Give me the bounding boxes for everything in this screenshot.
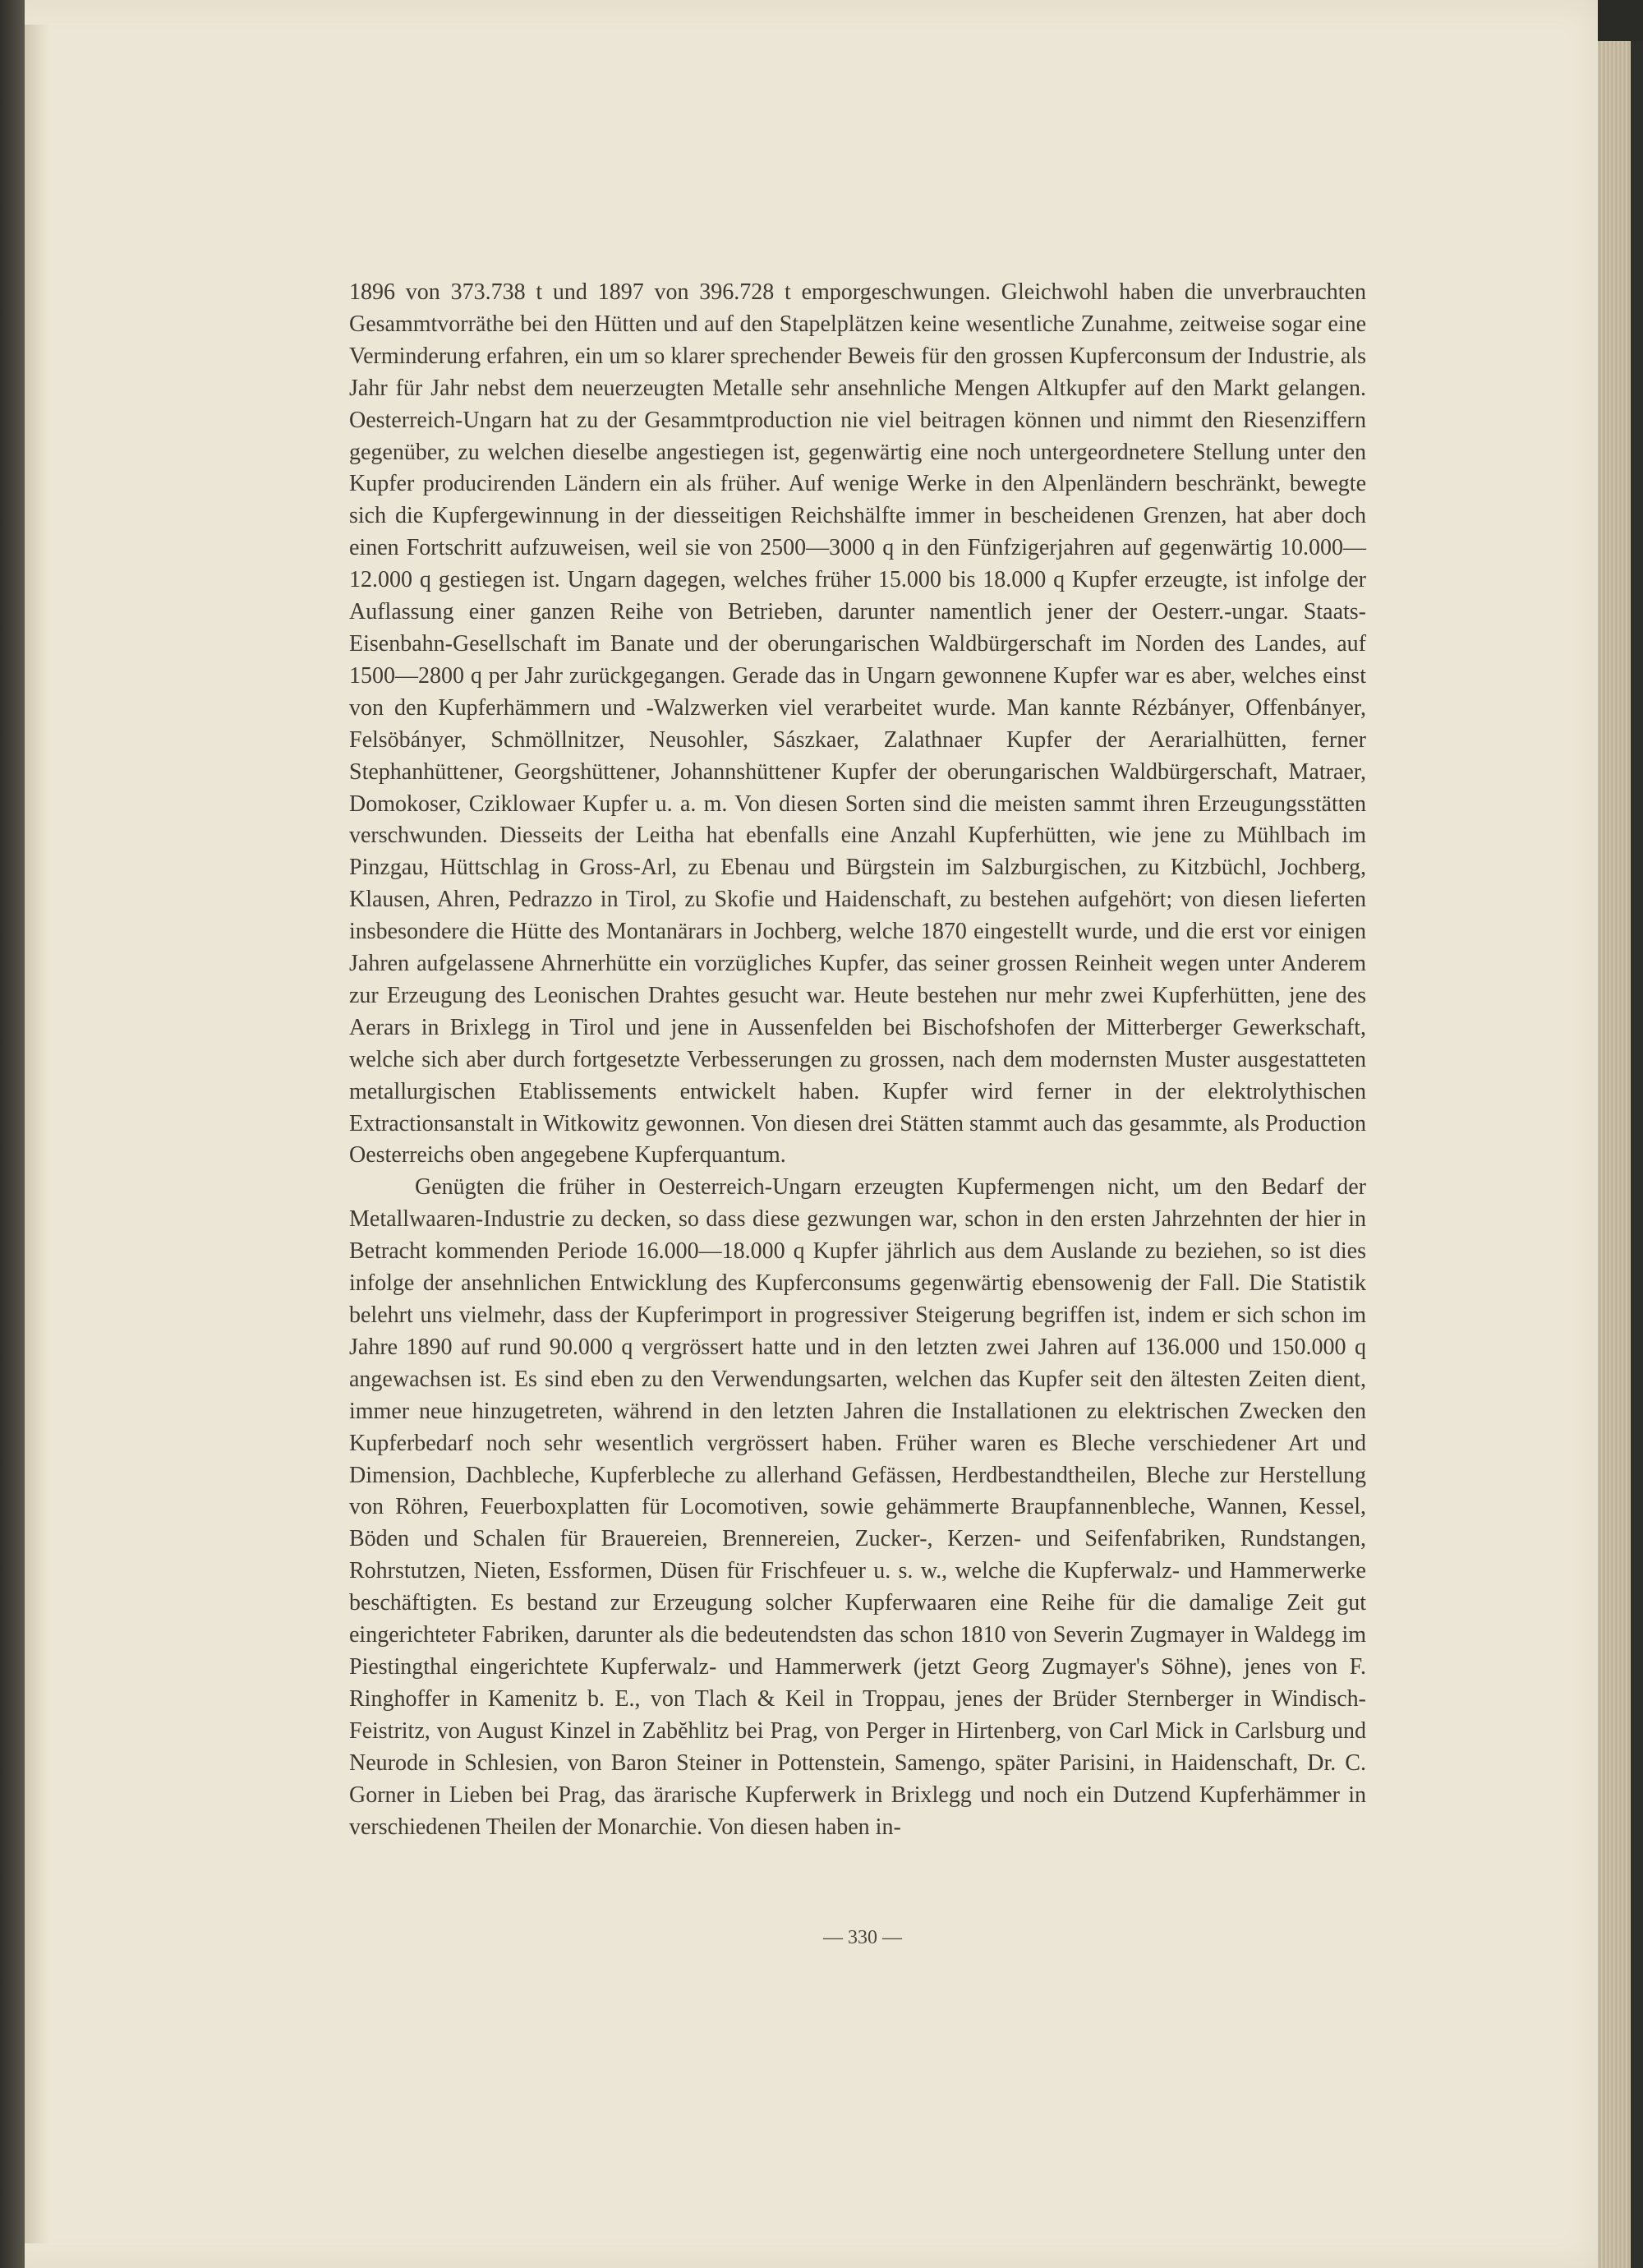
binding-shadow bbox=[0, 0, 25, 2268]
book-cover-edge bbox=[1631, 0, 1643, 2268]
page-number: — 330 — bbox=[823, 1927, 902, 1948]
book-cover-corner bbox=[1598, 0, 1643, 41]
body-text bbox=[349, 277, 1366, 1843]
paragraph-1: 1896 von 373.738 t und 1897 von 396.728 t emporgeschwungen. Gleichwohl haben die unverbrauchten Gesammtvorräthe bei den Hütten und auf den Stapelplätzen keine wesentliche Zunahme, zeitweise sogar eine Verminderung erfahren, ein um so klarer sprechender Beweis für den grossen Kupferconsum der Industrie, als Jahr für Jahr nebst dem neuerzeugten Metalle sehr ansehnliche Mengen Altkupfer auf den Markt gelangen. Oesterreich-Ungarn hat zu der Gesammtproduction nie viel beitragen können und nimmt den Riesenziffern gegenüber, zu welchen dieselbe angestiegen ist, gegenwärtig eine noch untergeordnetere Stellung unter den Kupfer producirenden Ländern ein als früher. Auf wenige Werke in den Alpenländern beschränkt, bewegte sich die Kupfergewinnung in der diesseitigen Reichshälfte immer in bescheidenen Grenzen, hat aber doch einen Fortschritt aufzuweisen, weil sie von 2500—3000 q in den Fünfzigerjahren auf gegenwärtig 10.000—12.000 q gestiegen ist. Ungarn dagegen, welches früher 15.000 bis 18.000 q Kupfer erzeugte, ist infolge der Auflassung einer ganzen Reihe von Betrieben, darunter namentlich jener der Oesterr.-ungar. Staats-Eisenbahn-Gesellschaft im Banate und der oberungarischen Waldbürgerschaft im Norden des Landes, auf 1500—2800 q per Jahr zurückgegangen. Gerade das in Ungarn gewonnene Kupfer war es aber, welches einst von den Kupferhämmern und -Walzwerken viel verarbeitet wurde. Man kannte Rézbányer, Offenbányer, Felsöbányer, Schmöllnitzer, Neusohler, Sászkaer, Zalathnaer Kupfer der Aerarialhütten, ferner Stephanhüttener, Georgshüttener, Johannshüttener Kupfer der oberungarischen Waldbürgerschaft, Matraer, Domokoser, Cziklowaer Kupfer u. a. m. Von diesen Sorten sind die meisten sammt ihren Erzeugungsstätten verschwunden. Diesseits der Leitha hat ebenfalls eine Anzahl Kupferhütten, wie jene zu Mühlbach im Pinzgau, Hüttschlag in Gross-Arl, zu Ebenau und Bürgstein im Salzburgischen, zu Kitzbüchl, Jochberg, Klausen, Ahren, Pedrazzo in Tirol, zu Skofie und Haidenschaft, zu bestehen aufgehört; von diesen lieferten insbesondere die Hütte des Montanärars in Jochberg, welche 1870 eingestellt wurde, und die erst vor einigen Jahren aufgelassene Ahrnerhütte ein vorzügliches Kupfer, das seiner grossen Reinheit wegen unter Anderem zur Erzeugung des Leonischen Drahtes gesucht war. Heute bestehen nur mehr zwei Kupferhütten, jene des Aerars in Brixlegg in Tirol und jene in Aussenfelden bei Bischofshofen der Mitterberger Gewerkschaft, welche sich aber durch fortgesetzte Verbesserungen zu grossen, nach dem modernsten Muster ausgestatteten metallurgischen Etablissements entwickelt haben. Kupfer wird ferner in der elektrolythischen Extractionsanstalt in Witkowitz gewonnen. Von diesen drei Stätten stammt auch das gesammte, als Production Oesterreichs oben angegebene Kupferquantum. bbox=[349, 279, 1366, 1169]
paragraph-2: Genügten die früher in Oesterreich-Ungarn erzeugten Kupfermengen nicht, um den Bedarf der Metallwaaren-Industrie zu decken, so dass diese gezwungen war, schon in den ersten Jahrzehnten der hier in Betracht kommenden Periode 16.000—18.000 q Kupfer jährlich aus dem Auslande zu beziehen, so ist dies infolge der ansehnlichen Entwicklung des Kupferconsums gegenwärtig ebensowenig der Fall. Die Statistik belehrt uns vielmehr, dass der Kupferimport in progressiver Steigerung begriffen ist, indem er sich schon im Jahre 1890 auf rund 90.000 q vergrössert hatte und in den letzten zwei Jahren auf 136.000 und 150.000 q angewachsen ist. Es sind eben zu den Verwendungsarten, welchen das Kupfer seit den ältesten Zeiten dient, immer neue hinzugetreten, während in den letzten Jahren die Installationen zu elektrischen Zwecken den Kupferbedarf noch sehr wesentlich vergrössert haben. Früher waren es Bleche verschiedener Art und Dimension, Dachbleche, Kupferbleche zu allerhand Gefässen, Herdbestandtheilen, Bleche zur Herstellung von Röhren, Feuerboxplatten für Locomotiven, sowie gehämmerte Braupfannenbleche, Wannen, Kessel, Böden und Schalen für Brauereien, Brennereien, Zucker-, Kerzen- und Seifenfabriken, Rundstangen, Rohrstutzen, Nieten, Essformen, Düsen für Frischfeuer u. s. w., welche die Kupferwalz- und Hammerwerke beschäftigten. Es bestand zur Erzeugung solcher Kupferwaaren eine Reihe für die damalige Zeit gut eingerichteter Fabriken, darunter als die bedeutendsten das schon 1810 von Severin Zugmayer in Waldegg im Piestingthal eingerichtete Kupferwalz- und Hammerwerk (jetzt Georg Zugmayer's Söhne), jenes von F. Ringhoffer in Kamenitz b. E., von Tlach & Keil in Troppau, jenes der Brüder Sternberger in Windisch-Feistritz, von August Kinzel in Zabĕhlitz bei Prag, von Perger in Hirtenberg, von Carl Mick in Carlsburg und Neurode in Schlesien, von Baron Steiner in Pottenstein, Samengo, später Parisini, in Haidenschaft, Dr. C. Gorner in Lieben bei Prag, das ärarische Kupferwerk in Brixlegg und noch ein Dutzend Kupferhämmer in verschiedenen Theilen der Monarchie. Von diesen haben in- bbox=[349, 1174, 1366, 1840]
page-gutter bbox=[25, 25, 51, 2243]
